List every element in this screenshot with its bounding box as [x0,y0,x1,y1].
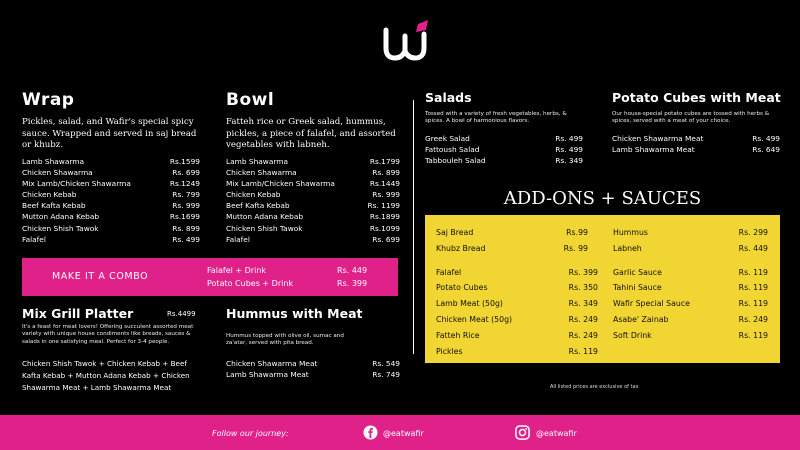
facebook-icon[interactable] [363,425,378,440]
list-item: Lamb Shawarma Rs.1799 [226,157,400,166]
list-item: Asabe' Zainab Rs. 249 [613,315,768,324]
instagram-handle[interactable]: @eatwafir [536,429,577,438]
list-item: Greek Salad Rs. 499 [425,134,583,143]
combo-item-price: Rs. 449 [337,266,368,275]
instagram-icon[interactable] [515,425,530,440]
wrap-description: Pickles, salad, and Wafir's special spicy sauce. Wrapped and served in saj bread or khubz. [22,117,197,150]
hummus-meat-title: Hummus with Meat [226,306,363,321]
salads-list [425,133,583,166]
tax-note: All listed prices are exclusive of tax [550,384,639,390]
wrap-title: Wrap [22,90,75,110]
mix-grill-title: Mix Grill Platter [22,306,134,321]
list-item: Chicken Shawarma Meat Rs. 549 [226,359,400,368]
bowl-list [226,156,400,245]
brand-logo-icon [380,20,430,62]
list-item: Chicken Shawarma Rs. 899 [226,168,400,178]
combo-item-name: Falafel + Drink [207,266,267,275]
list-item: Hummus Rs. 299 [613,228,768,237]
combo-item-name: Potato Cubes + Drink [207,279,294,288]
list-item: Pickles Rs. 119 [436,347,598,356]
addons-title: ADD-ONS + SAUCES [503,188,702,209]
list-item: Lamb Meat (50g) Rs. 349 [436,299,598,308]
list-item: Fattoush Salad Rs. 499 [425,145,583,155]
mix-grill-description: It's a feast for meat lovers! Offering succulent assorted meat variety with unique house condiments like breads, sauces & salads in one satisfying meal. Perfect for 3-4 people. [22,324,194,345]
combo-title: MAKE IT A COMBO [52,271,149,282]
list-item: Tahini Sauce Rs. 119 [613,283,768,292]
list-item: Potato Cubes Rs. 350 [436,283,598,292]
list-item: Mix Lamb/Chicken Shawarma Rs.1249 [22,179,200,189]
bowl-title: Bowl [226,90,275,110]
mix-grill-price: Rs.4499 [167,310,196,318]
facebook-handle[interactable]: @eatwafir [383,429,424,438]
bowl-description: Fatteh rice or Greek salad, hummus, pickles, a piece of falafel, and assorted vegetables with labneh. [226,117,396,150]
list-item: Khubz Bread Rs. 99 [436,244,588,253]
combo-banner [22,258,398,296]
follow-text: Follow our journey: [212,429,289,438]
list-item: Lamb Shawarma Meat Rs. 749 [226,370,400,380]
list-item: Chicken Kebab Rs. 999 [226,190,400,200]
list-item: Saj Bread Rs.99 [436,228,588,237]
list-item: Soft Drink Rs. 119 [613,331,768,340]
salads-title: Salads [425,90,472,105]
list-item: Beef Kafta Kebab Rs. 1199 [226,201,400,211]
combo-item-price: Rs. 399 [337,279,368,288]
list-item: Chicken Shawarma Meat Rs. 499 [612,134,780,143]
addons-box [425,215,780,363]
column-divider [413,100,414,354]
potato-meat-list [612,133,780,155]
list-item: Chicken Kebab Rs. 799 [22,190,200,200]
list-item: Wafir Special Sauce Rs. 119 [613,299,768,308]
potato-meat-title: Potato Cubes with Meat [612,90,781,105]
list-item: Chicken Shish Tawok Rs. 899 [22,223,200,233]
list-item: Chicken Shawarma Rs. 699 [22,168,200,178]
list-item: Lamb Shawarma Rs.1599 [22,157,200,166]
list-item: Mix Lamb/Chicken Shawarma Rs.1449 [226,179,400,189]
list-item: Tabbouleh Salad Rs. 349 [425,156,583,166]
hummus-meat-description: Hummus topped with olive oil, sumac and za'atar, served with pita bread. [226,333,344,347]
list-item: Falafel Rs. 499 [22,234,200,244]
list-item: Fatteh Rice Rs. 249 [436,331,598,340]
footer-bar [0,415,800,450]
list-item: Beef Kafta Kebab Rs. 999 [22,201,200,211]
list-item: Chicken Meat (50g) Rs. 249 [436,315,598,324]
list-item: Mutton Adana Kebab Rs.1899 [226,212,400,222]
list-item: Lamb Shawarma Meat Rs. 649 [612,145,780,155]
list-item: Labneh Rs. 449 [613,244,768,253]
list-item: Garlic Sauce Rs. 119 [613,268,768,277]
list-item: Chicken Shish Tawok Rs.1099 [226,223,400,233]
hummus-meat-list [226,358,400,380]
list-item: Falafel Rs. 699 [226,234,400,244]
list-item: Falafel Rs. 399 [436,268,598,277]
list-item: Mutton Adana Kebab Rs.1699 [22,212,200,222]
salads-description: Tossed with a variety of fresh vegetables, herbs, & spices. A bowl of harmonious flavors. [425,111,567,125]
potato-meat-description: Our house-special potato cubes are tossed with herbs & spices, served with a meat of your choice. [612,111,770,125]
mix-grill-contents: Chicken Shish Tawok + Chicken Kebab + Beef Kafta Kebab + Mutton Adana Kebab + Chicken Shawarma Meat + Lamb Shawarma Meat [22,359,190,393]
wrap-list [22,156,200,245]
